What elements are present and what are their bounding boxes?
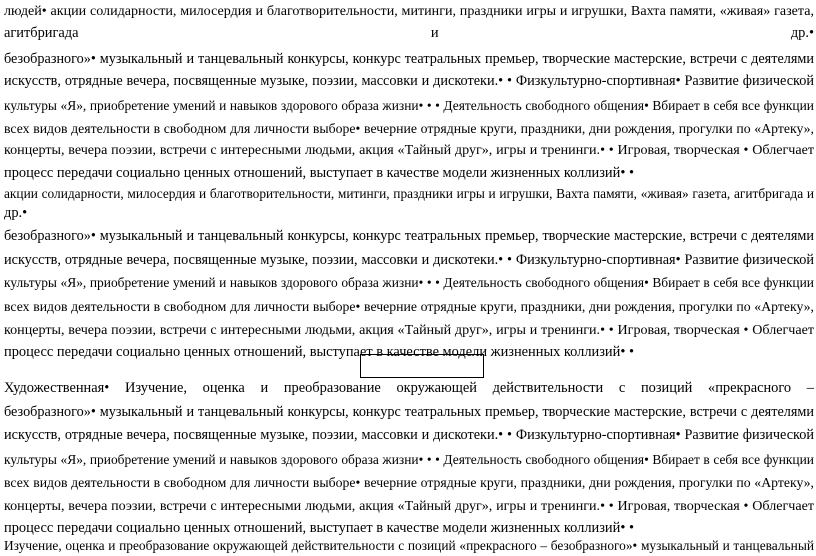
text-line-19: искусств, отрядные вечера, посвященные музыке, поэзии, массовки и дискотеки.• • Физкультурно-спортивная• Развитие физической [4, 427, 814, 443]
text-line-14: всех видов деятельности в свободном для личности выборе• вечерние отрядные круги, праздники, дни рождения, прогулки по «Артеку», [4, 299, 814, 314]
text-line-20: культуры «Я», приобретение умений и навыков здорового образа жизни• • • Деятельность свободного общения• Вбирает в себя все функции [4, 452, 814, 467]
text-line-6: всех видов деятельности в свободном для личности выборе• вечерние отрядные круги, праздники, дни рождения, прогулки по «Артеку», [4, 121, 814, 136]
text-line-13: культуры «Я», приобретение умений и навыков здорового образа жизни• • • Деятельность свободного общения• Вбирает в себя все функции [4, 275, 814, 290]
text-line-9: акции солидарности, милосердия и благотворительности, митинги, праздники игры и игрушки, Вахта памяти, «живая» газета, агитбригада и [4, 186, 814, 201]
text-line-24: Изучение, оценка и преобразование окружающей действительности с позиций «прекрасного – безобразного»• музыкальный и танцевальный [4, 538, 814, 553]
text-line-12: искусств, отрядные вечера, посвященные музыке, поэзии, массовки и дискотеки.• • Физкультурно-спортивная• Развитие физической [4, 252, 814, 268]
text-line-1: людей• акции солидарности, милосердия и благотворительности, митинги, праздники игры и игрушки, Вахта памяти, «живая» газета, [4, 3, 814, 19]
text-line-7: концерты, вечера поэзии, встречи с интересными людьми, акция «Тайный друг», игры и тренинги.• • Игровая, творческая • Облегчает [4, 142, 814, 158]
text-line-3: безобразного»• музыкальный и танцевальный конкурсы, конкурс театральных премьер, творческие мастерские, встречи с деятелями [4, 51, 814, 67]
text-line-4: искусств, отрядные вечера, посвященные музыке, поэзии, массовки и дискотеки.• • Физкультурно-спортивная• Развитие физической [4, 73, 814, 89]
text-line-10: др.• [4, 205, 28, 221]
text-line-17: Художественная• Изучение, оценка и преобразование окружающей действительности с позиций «прекрасного – [4, 380, 814, 396]
text-line-21: всех видов деятельности в свободном для личности выборе• вечерние отрядные круги, праздники, дни рождения, прогулки по «Артеку», [4, 475, 814, 490]
text-line-2: агитбригада и др.• [4, 25, 814, 41]
empty-frame [360, 354, 484, 378]
text-line-23: процесс передачи социально ценных отношений, выступает в качестве модели жизненных коллизий• • [4, 520, 634, 536]
text-line-22: концерты, вечера поэзии, встречи с интересными людьми, акция «Тайный друг», игры и тренинги.• • Игровая, творческая • Облегчает [4, 498, 814, 514]
text-line-15: концерты, вечера поэзии, встречи с интересными людьми, акция «Тайный друг», игры и тренинги.• • Игровая, творческая • Облегчает [4, 322, 814, 338]
text-line-18: безобразного»• музыкальный и танцевальный конкурсы, конкурс театральных премьер, творческие мастерские, встречи с деятелями [4, 404, 814, 420]
text-line-5: культуры «Я», приобретение умений и навыков здорового образа жизни• • • Деятельность свободного общения• Вбирает в себя все функции [4, 98, 814, 113]
text-line-16: процесс передачи социально ценных отношений, выступает в качестве модели жизненных коллизий• • [4, 344, 634, 360]
text-line-8: процесс передачи социально ценных отношений, выступает в качестве модели жизненных коллизий• • [4, 165, 634, 181]
text-line-11: безобразного»• музыкальный и танцевальный конкурсы, конкурс театральных премьер, творческие мастерские, встречи с деятелями [4, 228, 814, 244]
